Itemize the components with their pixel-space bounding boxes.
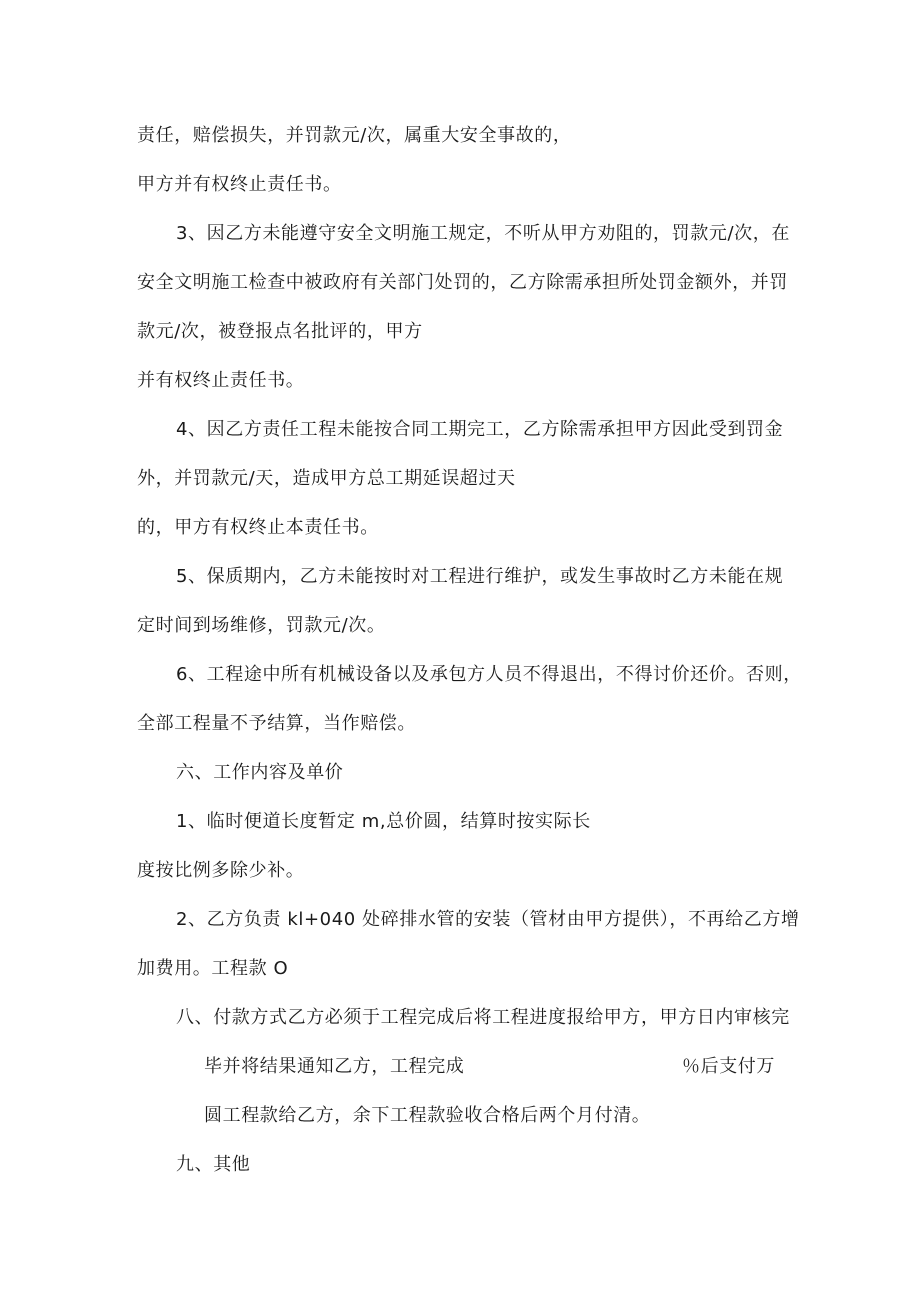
text-line: 安全文明施工检查中被政府有关部门处罚的，乙方除需承担所处罚金额外，并罚: [137, 272, 788, 293]
text-line: 毕并将结果通知乙方，工程完成: [204, 1056, 465, 1077]
text-line: 甲方并有权终止责任书。: [137, 174, 342, 195]
text-line: 全部工程量不予结算，当作赔偿。: [137, 713, 416, 734]
text-line: 2、乙方负责 kl+040 处碎排水管的安装（管材由甲方提供），不再给乙方增: [176, 909, 800, 930]
text-line: 外，并罚款元/天，造成甲方总工期延误超过天: [137, 468, 516, 489]
text-line: 款元/次，被登报点名批评的，甲方: [137, 321, 423, 342]
section-heading: 九、其他: [176, 1154, 251, 1175]
text-line: 5、保质期内，乙方未能按时对工程进行维护，或发生事故时乙方未能在规: [176, 566, 784, 587]
text-line: 的，甲方有权终止本责任书。: [137, 517, 379, 538]
text-line: 1、临时便道长度暂定 m,总价圆，结算时按实际长: [176, 811, 591, 832]
text-line: 并有权终止责任书。: [137, 370, 305, 391]
section-heading: 六、工作内容及单价: [176, 762, 344, 783]
text-line: 3、因乙方未能遵守安全文明施工规定，不听从甲方劝阻的，罚款元/次，在: [176, 223, 790, 244]
text-line: 4、因乙方责任工程未能按合同工期完工，乙方除需承担甲方因此受到罚金: [176, 419, 784, 440]
text-line: 加费用。工程款 O: [137, 958, 289, 979]
text-line: 圆工程款给乙方，余下工程款验收合格后两个月付清。: [204, 1105, 651, 1126]
text-line: 6、工程途中所有机械设备以及承包方人员不得退出，不得讨价还价。否则，: [176, 664, 802, 685]
section-heading: 八、付款方式乙方必须于工程完成后将工程进度报给甲方，甲方日内审核完: [176, 1007, 790, 1028]
text-line: 责任，赔偿损失，并罚款元/次，属重大安全事故的，: [137, 125, 572, 146]
text-line: ％后支付万: [682, 1056, 775, 1077]
text-line: 度按比例多除少补。: [137, 860, 305, 881]
text-line: 定时间到场维修，罚款元/次。: [137, 615, 386, 636]
